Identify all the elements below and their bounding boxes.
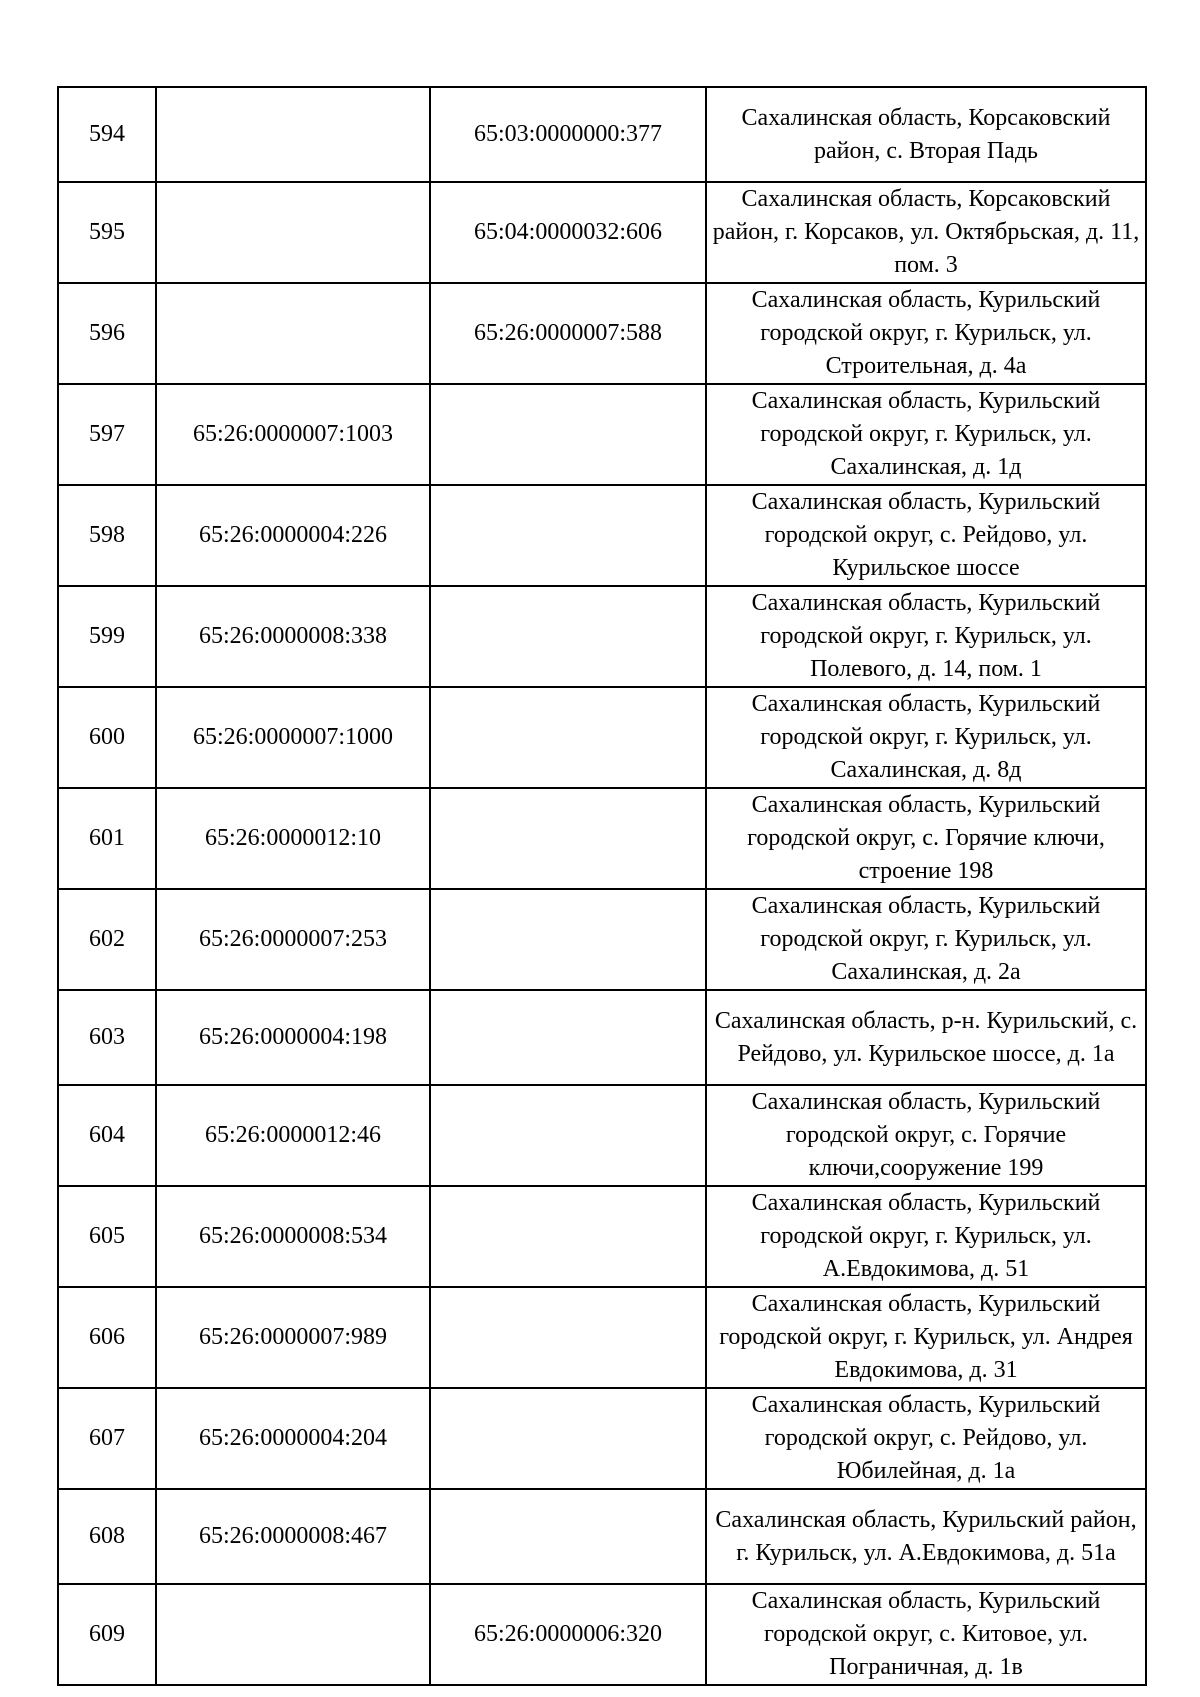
address: Сахалинская область, Курильский городской округ, с. Горячие ключи, строение 198 bbox=[706, 788, 1146, 889]
table-row bbox=[58, 87, 1146, 182]
land-cadastral-number: 65:26:0000007:1003 bbox=[156, 384, 430, 485]
land-cadastral-number bbox=[156, 283, 430, 384]
land-cadastral-number: 65:26:0000008:338 bbox=[156, 586, 430, 687]
building-cadastral-number bbox=[430, 485, 706, 586]
address: Сахалинская область, Курильский городской округ, г. Курильск, ул. А.Евдокимова, д. 51 bbox=[706, 1186, 1146, 1287]
table-row bbox=[58, 1085, 1146, 1186]
row-number: 602 bbox=[58, 889, 156, 990]
building-cadastral-number bbox=[430, 1287, 706, 1388]
land-cadastral-number: 65:26:0000012:46 bbox=[156, 1085, 430, 1186]
row-number: 609 bbox=[58, 1584, 156, 1685]
land-cadastral-number: 65:26:0000007:253 bbox=[156, 889, 430, 990]
land-cadastral-number: 65:26:0000007:1000 bbox=[156, 687, 430, 788]
row-number: 598 bbox=[58, 485, 156, 586]
table-row bbox=[58, 485, 1146, 586]
table-row bbox=[58, 1287, 1146, 1388]
table-row bbox=[58, 384, 1146, 485]
row-number: 599 bbox=[58, 586, 156, 687]
table-row bbox=[58, 1584, 1146, 1685]
building-cadastral-number bbox=[430, 788, 706, 889]
row-number: 606 bbox=[58, 1287, 156, 1388]
address: Сахалинская область, Корсаковский район, г. Корсаков, ул. Октябрьская, д. 11, пом. 3 bbox=[706, 182, 1146, 283]
land-cadastral-number: 65:26:0000004:204 bbox=[156, 1388, 430, 1489]
land-cadastral-number bbox=[156, 182, 430, 283]
address: Сахалинская область, Курильский городской округ, с. Рейдово, ул. Курильское шоссе bbox=[706, 485, 1146, 586]
table-row bbox=[58, 990, 1146, 1085]
table-row bbox=[58, 889, 1146, 990]
building-cadastral-number: 65:04:0000032:606 bbox=[430, 182, 706, 283]
property-registry-table bbox=[57, 86, 1147, 1686]
building-cadastral-number bbox=[430, 586, 706, 687]
table-row bbox=[58, 1489, 1146, 1584]
building-cadastral-number bbox=[430, 889, 706, 990]
address: Сахалинская область, Курильский городской округ, с. Китовое, ул. Пограничная, д. 1в bbox=[706, 1584, 1146, 1685]
address: Сахалинская область, р-н. Курильский, с. Рейдово, ул. Курильское шоссе, д. 1а bbox=[706, 990, 1146, 1085]
table-row bbox=[58, 1186, 1146, 1287]
building-cadastral-number bbox=[430, 1388, 706, 1489]
table-row bbox=[58, 283, 1146, 384]
building-cadastral-number bbox=[430, 990, 706, 1085]
table-row bbox=[58, 586, 1146, 687]
building-cadastral-number bbox=[430, 1085, 706, 1186]
building-cadastral-number bbox=[430, 687, 706, 788]
row-number: 596 bbox=[58, 283, 156, 384]
table-row bbox=[58, 182, 1146, 283]
row-number: 601 bbox=[58, 788, 156, 889]
row-number: 608 bbox=[58, 1489, 156, 1584]
address: Сахалинская область, Курильский район, г. Курильск, ул. А.Евдокимова, д. 51а bbox=[706, 1489, 1146, 1584]
address: Сахалинская область, Курильский городской округ, г. Курильск, ул. Сахалинская, д. 1д bbox=[706, 384, 1146, 485]
address: Сахалинская область, Курильский городской округ, с. Рейдово, ул. Юбилейная, д. 1а bbox=[706, 1388, 1146, 1489]
address: Сахалинская область, Курильский городской округ, г. Курильск, ул. Андрея Евдокимова, д. 31 bbox=[706, 1287, 1146, 1388]
building-cadastral-number bbox=[430, 1186, 706, 1287]
land-cadastral-number bbox=[156, 1584, 430, 1685]
land-cadastral-number: 65:26:0000012:10 bbox=[156, 788, 430, 889]
row-number: 605 bbox=[58, 1186, 156, 1287]
row-number: 604 bbox=[58, 1085, 156, 1186]
row-number: 597 bbox=[58, 384, 156, 485]
table-row bbox=[58, 788, 1146, 889]
address: Сахалинская область, Курильский городской округ, г. Курильск, ул. Сахалинская, д. 2а bbox=[706, 889, 1146, 990]
row-number: 607 bbox=[58, 1388, 156, 1489]
building-cadastral-number bbox=[430, 1489, 706, 1584]
address: Сахалинская область, Корсаковский район, с. Вторая Падь bbox=[706, 87, 1146, 182]
land-cadastral-number bbox=[156, 87, 430, 182]
building-cadastral-number: 65:26:0000006:320 bbox=[430, 1584, 706, 1685]
table-row bbox=[58, 1388, 1146, 1489]
building-cadastral-number bbox=[430, 384, 706, 485]
row-number: 603 bbox=[58, 990, 156, 1085]
building-cadastral-number: 65:03:0000000:377 bbox=[430, 87, 706, 182]
table-body bbox=[58, 87, 1146, 1685]
address: Сахалинская область, Курильский городской округ, г. Курильск, ул. Строительная, д. 4а bbox=[706, 283, 1146, 384]
address: Сахалинская область, Курильский городской округ, г. Курильск, ул. Полевого, д. 14, пом. 1 bbox=[706, 586, 1146, 687]
table-row bbox=[58, 687, 1146, 788]
land-cadastral-number: 65:26:0000004:226 bbox=[156, 485, 430, 586]
row-number: 594 bbox=[58, 87, 156, 182]
address: Сахалинская область, Курильский городской округ, с. Горячие ключи,сооружение 199 bbox=[706, 1085, 1146, 1186]
row-number: 595 bbox=[58, 182, 156, 283]
row-number: 600 bbox=[58, 687, 156, 788]
land-cadastral-number: 65:26:0000004:198 bbox=[156, 990, 430, 1085]
land-cadastral-number: 65:26:0000008:534 bbox=[156, 1186, 430, 1287]
land-cadastral-number: 65:26:0000007:989 bbox=[156, 1287, 430, 1388]
building-cadastral-number: 65:26:0000007:588 bbox=[430, 283, 706, 384]
address: Сахалинская область, Курильский городской округ, г. Курильск, ул. Сахалинская, д. 8д bbox=[706, 687, 1146, 788]
land-cadastral-number: 65:26:0000008:467 bbox=[156, 1489, 430, 1584]
